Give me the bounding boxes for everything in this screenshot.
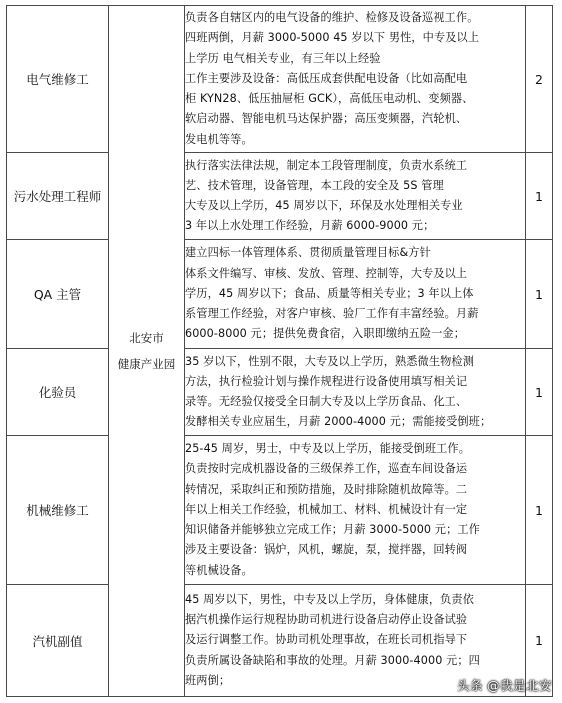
job-title: 汽机副值 [7, 585, 109, 697]
job-title: QA 主管 [7, 240, 109, 349]
job-description [185, 153, 526, 240]
location-city: 北安市 [129, 331, 164, 345]
job-title: 机械维修工 [7, 436, 109, 585]
description-line: 45 周岁以下，男性，中专及以上学历，身体健康，负责依 [185, 592, 474, 606]
description-line: 班两倒； [185, 673, 231, 687]
headcount: 1 [526, 349, 553, 436]
headcount: 1 [526, 153, 553, 240]
description-line: 涉及主要设备：锅炉，风机，螺旋，泵，搅拌器，回转阀 [185, 543, 468, 557]
job-title: 电气维修工 [7, 6, 109, 153]
job-title: 化验员 [7, 349, 109, 436]
job-description [185, 6, 526, 153]
table-row [7, 153, 553, 240]
description-line: 大专及以上学历，45 周岁以下，环保及水处理相关专业 [185, 199, 463, 212]
description-line: 软启动器、智能电机马达保护器；高压变频器，汽轮机、 [185, 112, 468, 126]
description-line: 系管理工作经验，对客户审核、验厂工作有丰富经验。月薪 [185, 307, 479, 321]
location-park: 健康产业园 [117, 357, 176, 371]
description-line: 录等。无经验仅接受全日制大专及以上学历食品、化工、 [185, 395, 468, 408]
watermark [457, 676, 552, 694]
description-line: 建立四标一体管理体系、贯彻质量管理目标&方针 [185, 246, 431, 260]
table-row [7, 240, 553, 349]
description-line: 6000-8000 元；提供免费食宿，入职即缴纳五险一金； [185, 327, 465, 341]
table-row [7, 436, 553, 585]
headcount: 2 [526, 6, 553, 153]
watermark-source: 头条 [456, 678, 483, 693]
job-description [185, 240, 526, 349]
table-row [7, 6, 553, 153]
description-line: 35 岁以下，性别不限，大专及以上学历，熟悉微生物检测 [185, 354, 474, 368]
description-line: 转情况，采取纠正和预防措施，及时排除随机故障等。二 [185, 482, 468, 496]
description-line: 艺、技术管理，设备管理，本工段的安全及 5S 管理 [185, 178, 444, 192]
description-line: 等机械设备。 [185, 563, 253, 577]
description-line: 及运行调整工作。协助司机处理事故，在班长司机指导下 [185, 633, 468, 647]
description-line: 学历，45 周岁以下；食品、质量等相关专业；3 年以上体 [185, 286, 474, 300]
description-line: 发酵相关专业应届生，月薪 2000-4000 元；需能接受倒班； [185, 415, 492, 429]
description-line: 3 年以上水处理工作经验，月薪 6000-9000 元； [185, 219, 435, 233]
description-line: 方法，执行检验计划与操作规程进行设备使用填写相关记 [185, 374, 468, 388]
table-row [7, 349, 553, 436]
job-listing-table [6, 5, 553, 697]
description-line: 知识储备并能够独立完成工作；月薪 3000-5000 元；工作 [185, 523, 480, 537]
description-line: 发电机等等。 [185, 132, 253, 146]
description-line: 执行落实法律法规，制定本工段管理制度，负责水系统工 [185, 158, 468, 172]
description-line: 上学历 电气相关专业，有三年以上经验 [185, 51, 381, 65]
headcount: 1 [526, 585, 553, 697]
description-line: 四班两倒，月薪 3000-5000 45 岁以下 男性，中专及以上 [185, 31, 480, 45]
job-title: 污水处理工程师 [7, 153, 109, 240]
headcount: 1 [526, 436, 553, 585]
description-line: 25-45 周岁，男士，中专及以上学历，能接受倒班工作。 [185, 442, 470, 456]
description-line: 柜 KYN28、低压抽屉柜 GCK），高低压电动机、变频器、 [185, 92, 474, 106]
description-line: 体系文件编写、审核、发放、管理、控制等，大专及以上 [185, 266, 468, 280]
location-cell [109, 6, 185, 697]
watermark-handle: @我是北安 [486, 678, 552, 693]
job-description [185, 349, 526, 436]
description-line: 负责按时完成机器设备的三级保养工作，巡查车间设备运 [185, 462, 468, 476]
description-line: 据汽机操作运行规程协助司机进行设备启动停止设备试验 [185, 613, 468, 627]
job-description [185, 436, 526, 585]
description-line: 年以上相关工作经验，机械加工、材料、机械设计有一定 [185, 502, 468, 516]
description-line: 负责所属设备缺陷和事故的处理。月薪 3000-4000 元；四 [185, 653, 480, 667]
headcount: 1 [526, 240, 553, 349]
description-line: 工作主要涉及设备：高低压成套供配电设备（比如高配电 [185, 71, 468, 85]
description-line: 负责各自辖区内的电气设备的维护、检修及设备巡视工作。 [185, 11, 479, 25]
